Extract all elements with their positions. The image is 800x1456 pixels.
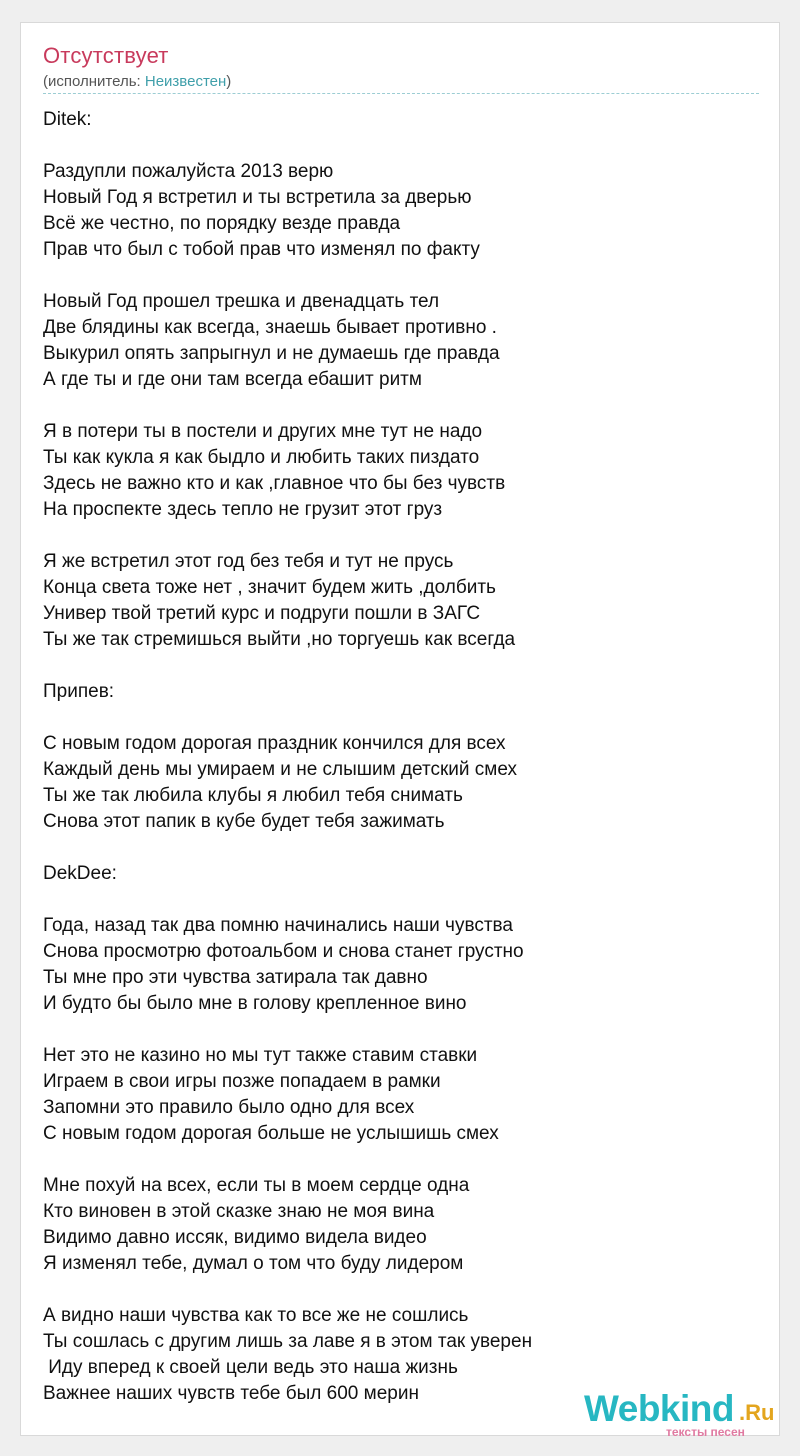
lyric-line: Кто виновен в этой сказке знаю не моя вина bbox=[43, 1201, 435, 1222]
artist-link[interactable]: Неизвестен bbox=[144, 73, 227, 90]
lyric-line: Универ твой третий курс и подруги пошли в ЗАГС bbox=[43, 603, 481, 624]
dashed-divider bbox=[43, 93, 759, 94]
lyric-line: Снова этот папик в кубе будет тебя зажимать bbox=[43, 811, 445, 832]
lyric-line bbox=[43, 393, 763, 419]
lyric-line bbox=[43, 1277, 763, 1303]
lyric-line: Года, назад так два помню начинались наши чувства bbox=[43, 915, 513, 936]
webkind-logo[interactable] bbox=[584, 1388, 784, 1438]
lyric-line bbox=[43, 835, 763, 861]
lyric-line bbox=[43, 705, 763, 731]
artist-suffix: ) bbox=[226, 73, 232, 90]
logo-wordmark: Webkind bbox=[584, 1388, 734, 1429]
lyric-line bbox=[43, 887, 763, 913]
lyric-line: Видимо давно иссяк, видимо видела видео bbox=[43, 1227, 427, 1248]
lyric-line: Снова просмотрю фотоальбом и снова станет грустно bbox=[43, 941, 524, 962]
lyric-line: С новым годом дорогая больше не услышишь смех bbox=[43, 1123, 499, 1144]
lyric-line bbox=[43, 1017, 763, 1043]
lyric-line: Запомни это правило было одно для всех bbox=[43, 1097, 415, 1118]
lyric-line bbox=[43, 523, 763, 549]
lyric-line: Играем в свои игры позже попадаем в рамки bbox=[43, 1071, 441, 1092]
lyric-line bbox=[43, 1147, 763, 1173]
lyrics-text bbox=[43, 107, 763, 1407]
lyric-line: Конца света тоже нет , значит будем жить ,долбить bbox=[43, 577, 496, 598]
lyric-line: Прав что был с тобой прав что изменял по факту bbox=[43, 239, 480, 260]
lyric-line: Ditek: bbox=[43, 109, 92, 130]
lyric-line: Каждый день мы умираем и не слышим детский смех bbox=[43, 759, 518, 780]
lyric-line: Новый Год я встретил и ты встретила за дверью bbox=[43, 187, 472, 208]
lyric-line: Всё же честно, по порядку везде правда bbox=[43, 213, 401, 234]
lyric-line: Две блядины как всегда, знаешь бывает противно . bbox=[43, 317, 497, 338]
lyric-line: Выкурил опять запрыгнул и не думаешь где правда bbox=[43, 343, 500, 364]
lyric-line: А видно наши чувства как то все же не сошлись bbox=[43, 1305, 469, 1326]
lyrics-card bbox=[20, 22, 780, 1439]
lyric-line: Я изменял тебе, думал о том что буду лидером bbox=[43, 1253, 464, 1274]
lyric-line: Важнее наших чувств тебе был 600 мерин bbox=[43, 1383, 419, 1404]
lyric-line: Ты сошлась с другим лишь за лаве я в этом так уверен bbox=[43, 1331, 533, 1352]
artist-line bbox=[43, 73, 231, 90]
logo-tld: .Ru bbox=[739, 1400, 775, 1425]
logo-tagline: тексты песен bbox=[666, 1425, 745, 1439]
lyric-line: На проспекте здесь тепло не грузит этот груз bbox=[43, 499, 443, 520]
lyric-line: И будто бы было мне в голову крепленное вино bbox=[43, 993, 467, 1014]
lyric-line bbox=[43, 263, 763, 289]
lyric-line: Припев: bbox=[43, 681, 115, 702]
lyric-line: Ты же так стремишься выйти ,но торгуешь как всегда bbox=[43, 629, 516, 650]
lyric-line: Нет это не казино но мы тут также ставим ставки bbox=[43, 1045, 478, 1066]
lyric-line: Мне похуй на всех, если ты в моем сердце одна bbox=[43, 1175, 470, 1196]
lyric-line: Я в потери ты в постели и других мне тут не надо bbox=[43, 421, 483, 442]
song-title: Отсутствует bbox=[43, 43, 169, 68]
lyric-line: С новым годом дорогая праздник кончился для всех bbox=[43, 733, 506, 754]
lyric-line: А где ты и где они там всегда ебашит ритм bbox=[43, 369, 422, 390]
lyric-line: Ты же так любила клубы я любил тебя снимать bbox=[43, 785, 463, 806]
lyric-line: Ты как кукла я как быдло и любить таких пиздато bbox=[43, 447, 480, 468]
lyric-line bbox=[43, 133, 763, 159]
lyric-line: Ты мне про эти чувства затирала так давно bbox=[43, 967, 428, 988]
lyric-line: Иду вперед к своей цели ведь это наша жизнь bbox=[43, 1357, 458, 1378]
lyric-line: Новый Год прошел трешка и двенадцать тел bbox=[43, 291, 440, 312]
lyric-line: Раздупли пожалуйста 2013 верю bbox=[43, 161, 334, 182]
artist-prefix: (исполнитель: bbox=[43, 73, 145, 90]
lyric-line: Я же встретил этот год без тебя и тут не прусь bbox=[43, 551, 454, 572]
lyric-line: DekDee: bbox=[43, 863, 117, 884]
lyric-line bbox=[43, 653, 763, 679]
lyric-line: Здесь не важно кто и как ,главное что бы без чувств bbox=[43, 473, 506, 494]
